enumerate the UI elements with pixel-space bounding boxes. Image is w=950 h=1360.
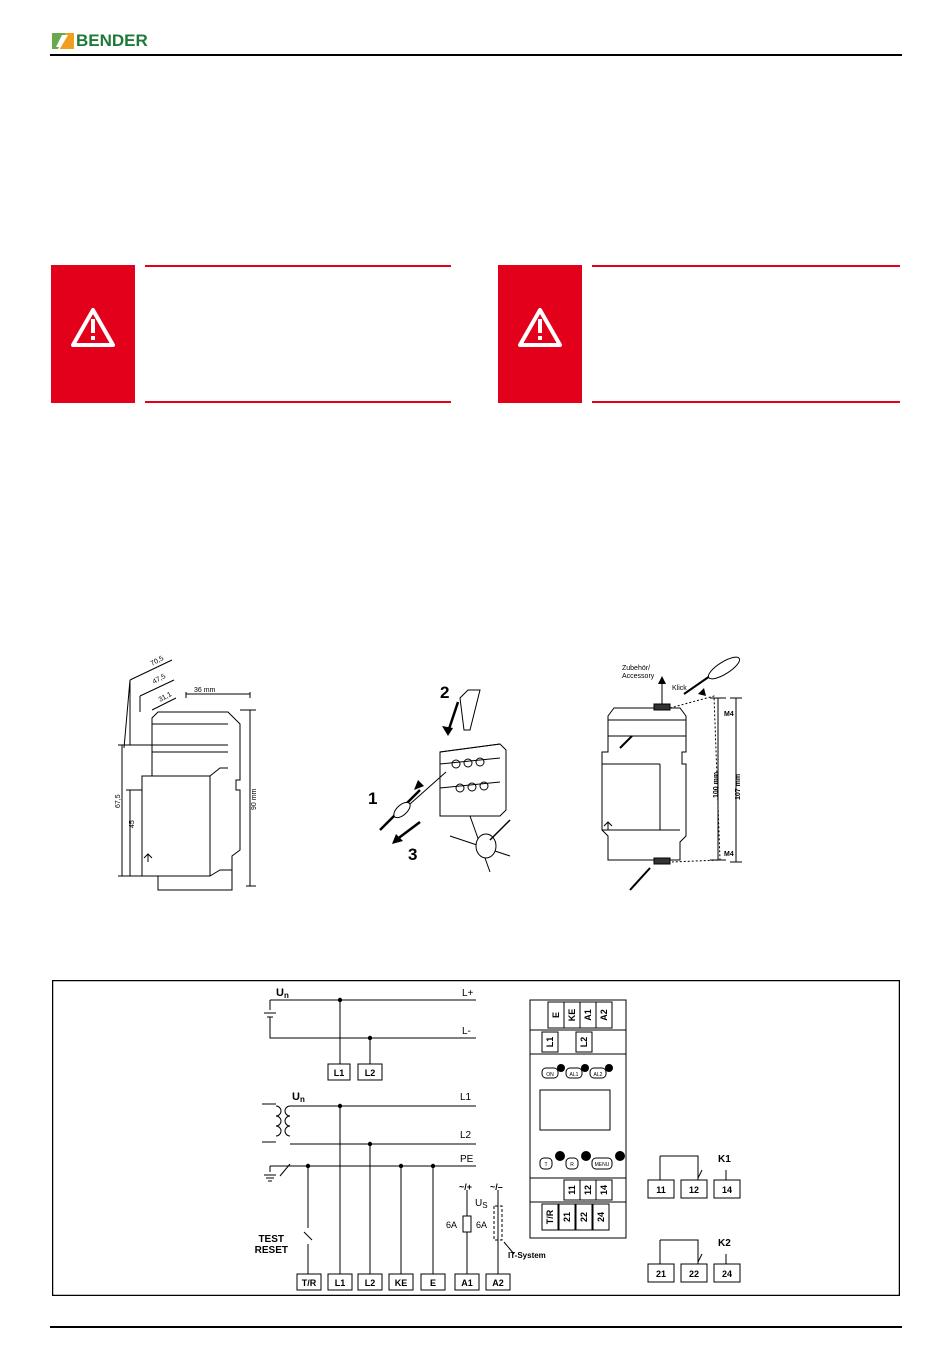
k1-terminals — [648, 1180, 740, 1198]
k1-terminal-label: 14 — [721, 1185, 733, 1195]
dim-70: 70,5 — [149, 655, 165, 668]
bottom-terminal-label: E — [429, 1278, 437, 1288]
device-top-terminal-label: KE — [567, 1008, 577, 1022]
reset-label: RESET — [254, 1245, 288, 1256]
led-label: ON — [546, 1072, 554, 1078]
dimension-drawing — [118, 660, 256, 890]
bottom-terminal-label: A1 — [461, 1278, 473, 1288]
m4-top-label: M4 — [724, 711, 734, 718]
us-plus-label: ~/+ — [459, 1182, 473, 1192]
warning-box-right — [498, 265, 582, 403]
device-bottom-terminals — [564, 1180, 612, 1200]
k1-label: K1 — [718, 1154, 731, 1165]
term-l1-top-label: L1 — [333, 1068, 345, 1078]
top-divider — [50, 54, 902, 56]
k2-terminal-label: 21 — [655, 1269, 667, 1279]
l2-label: L2 — [460, 1130, 472, 1141]
led-label: AL1 — [569, 1072, 579, 1078]
k1-terminal-label: 12 — [688, 1185, 700, 1195]
pe-label: PE — [460, 1154, 474, 1165]
device-button-label: R — [570, 1162, 574, 1168]
fuse-1 — [463, 1216, 471, 1232]
warning-rule-bottom-right — [592, 401, 900, 403]
device-top2-terminal-label: L2 — [579, 1036, 589, 1048]
led-dot — [557, 1064, 565, 1072]
mounting-drawing — [380, 690, 510, 872]
bottom-terminal-label: KE — [394, 1278, 408, 1288]
device-bottom2-terminal-label: 21 — [562, 1211, 572, 1223]
bottom-terminal-row — [297, 1274, 510, 1290]
device-bottom2-terminal-label: T/R — [545, 1209, 555, 1225]
warning-box-left — [51, 265, 135, 403]
device-bottom-terminal-label: 11 — [567, 1185, 577, 1195]
warning-rule-bottom-left — [145, 401, 451, 403]
logo-text: BENDER — [76, 31, 148, 50]
accessory-label-2: Accessory — [622, 673, 655, 680]
k2-terminals — [648, 1264, 740, 1282]
installation-figures — [60, 640, 860, 910]
warning-rule-top-right — [592, 265, 900, 267]
device-button-label: T — [544, 1162, 548, 1168]
led-dot — [605, 1064, 613, 1072]
device-bottom2-terminal-label: 24 — [596, 1211, 606, 1223]
step-1: 1 — [368, 789, 378, 808]
warning-triangle-icon — [498, 265, 582, 403]
un-ac-label: Un — [292, 1091, 305, 1104]
device-bottom-terminal-label: 14 — [599, 1184, 609, 1196]
un-dc-label: Un — [276, 987, 289, 1000]
fuse2-label: 6A — [476, 1220, 488, 1230]
device-bottom2-terminal-label: 22 — [579, 1211, 589, 1223]
dim-107: 107 mm — [735, 773, 742, 800]
dim-width: 36 mm — [194, 687, 216, 694]
dim-67: 67,5 — [115, 794, 122, 808]
dim-90: 90 mm — [251, 788, 258, 810]
device-bottom-terminal-label: 12 — [583, 1184, 593, 1196]
warning-rule-top-left — [145, 265, 451, 267]
device-top-terminal-label: A1 — [583, 1009, 593, 1021]
device-top-terminals — [548, 1002, 612, 1028]
warning-triangle-icon — [51, 265, 135, 403]
device-button-dot[interactable] — [615, 1151, 625, 1161]
device-top2-terminal-label: L1 — [545, 1036, 555, 1048]
bottom-terminal-label: T/R — [301, 1278, 317, 1288]
led-dot — [581, 1064, 589, 1072]
klick-label: Klick — [672, 685, 687, 692]
dim-100: 100 mm — [713, 771, 720, 798]
wiring-schematic — [52, 980, 900, 1296]
device-top-terminal-label: A2 — [599, 1009, 609, 1021]
accessory-label: Zubehör/ — [622, 665, 651, 672]
k2-label: K2 — [718, 1238, 731, 1249]
bottom-terminal-label: L1 — [334, 1278, 346, 1288]
k1-terminal-label: 11 — [656, 1185, 666, 1195]
device-button-dot[interactable] — [581, 1151, 591, 1161]
term-l2-top-label: L2 — [364, 1068, 376, 1078]
test-label: TEST — [258, 1234, 284, 1245]
lminus-label: L- — [462, 1026, 471, 1037]
fuse1-label: 6A — [446, 1220, 458, 1230]
dim-45: 45 — [129, 820, 136, 828]
k2-terminal-label: 22 — [688, 1269, 700, 1279]
it-system-label: IT-System — [508, 1251, 546, 1260]
bottom-divider — [50, 1326, 902, 1328]
dim-47: 47,5 — [151, 673, 167, 686]
dim-31: 31,1 — [157, 691, 173, 704]
device-top-terminal-label: E — [551, 1011, 561, 1019]
bottom-terminal-label: A2 — [492, 1278, 504, 1288]
l1-label: L1 — [460, 1092, 472, 1103]
bender-logo-icon — [52, 31, 74, 51]
us-label: $U_S$ — [475, 1198, 488, 1210]
led-label: AL2 — [593, 1072, 603, 1078]
bender-logo — [52, 30, 172, 52]
lplus-label: L+ — [462, 988, 474, 999]
us-minus-label: ~/– — [490, 1182, 503, 1192]
bottom-terminal-label: L2 — [364, 1278, 376, 1288]
step-2: 2 — [440, 683, 450, 702]
k2-terminal-label: 24 — [721, 1269, 733, 1279]
m4-bottom-label: M4 — [724, 851, 734, 858]
device-bottom2-terminals — [542, 1204, 609, 1230]
device-button-dot[interactable] — [555, 1151, 565, 1161]
device-button-label: MENU — [594, 1162, 610, 1168]
step-3: 3 — [408, 845, 418, 864]
